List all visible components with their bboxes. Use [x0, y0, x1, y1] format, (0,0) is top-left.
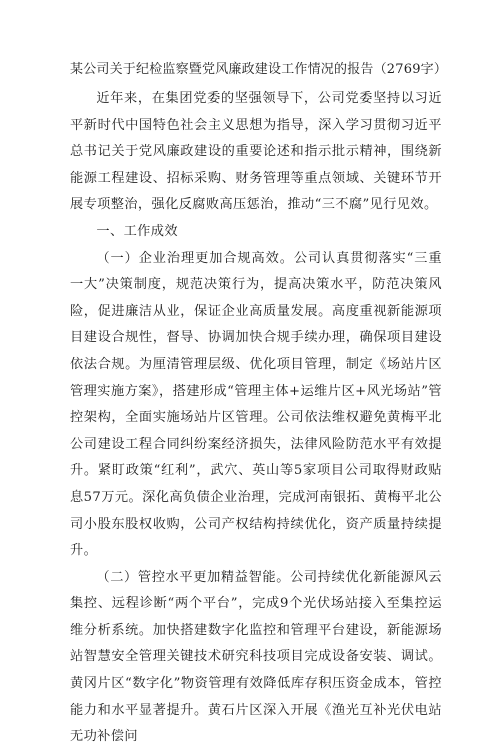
paragraph-governance: （一）企业治理更加合规高效。公司认真贯彻落实“三重一大”决策制度，规范决策行为，提高决策水平，防范决策风险，促进廉洁从业，保证企业高质量发展。高度重视新能源项目建设合规性，督导、协调加快合规手续办理，确保项目建设依法合规。为厘清管理层级、优化项目管理，制定《场站片区管理实施方案》，搭建形成“管理主体+运维片区+风光场站”管控架构，全面实施场站片区管理。公司依法维权避免黄梅平北公司建设工程合同纠纷案经济损失，法律风险防范水平有效提升。紧盯政策“红利”，武穴、英山等5家项目公司取得财政贴息57万元。深化高负债企业治理，完成河南银拓、黄梅平北公司小股东股权收购，公司产权结构持续优化，资产质量持续提升。	[70, 250, 442, 559]
intro-paragraph: 近年来，在集团党委的坚强领导下，公司党委坚持以习近平新时代中国特色社会主义思想为指导，深入学习贯彻习近平总书记关于党风廉政建设的重要论述和指示批示精神，围绕新能源工程建设、招标采购、财务管理等重点领域、关键环节开展专项整治，强化反腐败高压惩治，推动“三不腐”见行见效。	[70, 91, 442, 213]
paragraph-management: （二）管控水平更加精益智能。公司持续优化新能源风云集控、远程诊断“两个平台”，完成9个光伏场站接入至集控运维分析系统。加快搭建数字化监控和管理平台建设，新能源场站智慧安全管理关键技术研究科技项目完成设备安装、调试。黄冈片区“数字化”物资管理有效降低库存积压资金成本，管控能力和水平显著提升。黄石片区深入开展《渔光互补光伏电站无功补偿问	[70, 569, 442, 745]
section-heading: 一、工作成效	[96, 223, 178, 239]
document-title: 某公司关于纪检监察暨党风廉政建设工作情况的报告（2769字）	[70, 62, 448, 77]
